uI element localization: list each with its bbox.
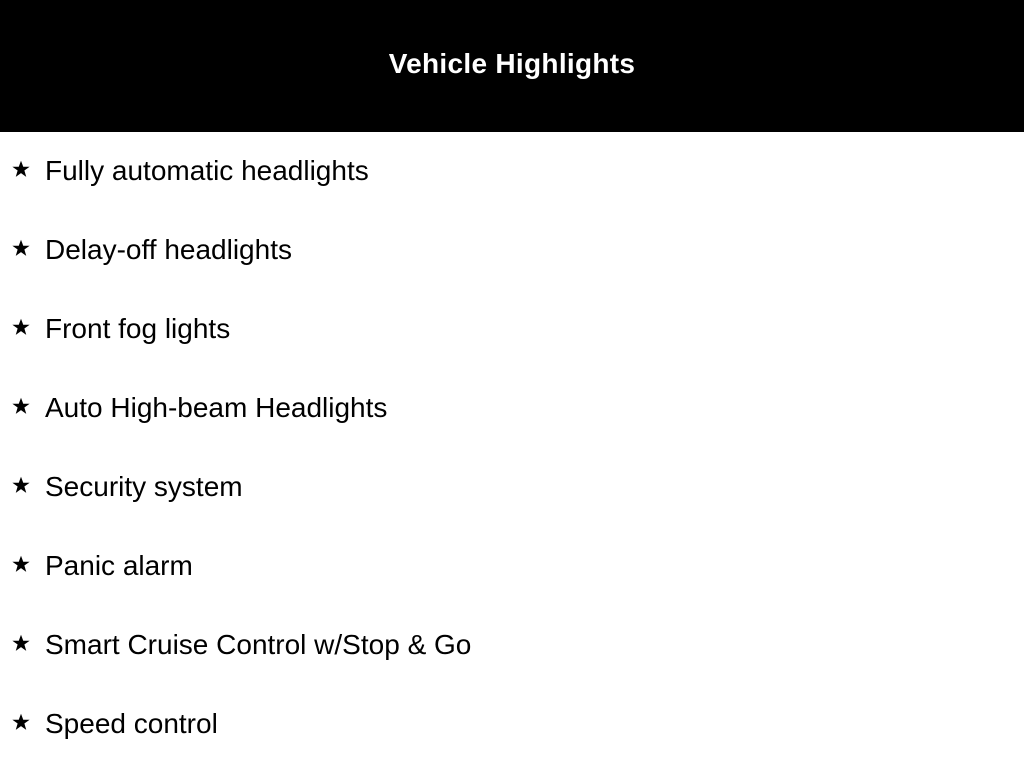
list-item-label: Security system xyxy=(45,471,243,502)
star-icon xyxy=(12,397,30,415)
list-item-label: Panic alarm xyxy=(45,550,193,581)
list-item xyxy=(0,527,1024,606)
highlights-list xyxy=(0,132,1024,764)
list-item-label: Front fog lights xyxy=(45,313,231,344)
star-icon xyxy=(12,555,30,573)
list-item xyxy=(0,448,1024,527)
list-item-label: Fully automatic headlights xyxy=(45,155,369,186)
page-title: Vehicle Highlights xyxy=(388,48,636,79)
list-item xyxy=(0,369,1024,448)
star-icon xyxy=(12,634,30,652)
star-icon xyxy=(12,318,30,336)
star-icon xyxy=(12,239,30,257)
list-item xyxy=(0,606,1024,685)
list-item-label: Smart Cruise Control w/Stop & Go xyxy=(45,629,472,660)
list-item xyxy=(0,685,1024,764)
page-header xyxy=(0,0,1024,132)
list-item xyxy=(0,132,1024,211)
list-item xyxy=(0,290,1024,369)
star-icon xyxy=(12,713,30,731)
list-item-label: Auto High-beam Headlights xyxy=(45,392,388,423)
list-item-label: Speed control xyxy=(45,708,218,739)
list-item-label: Delay-off headlights xyxy=(45,234,292,265)
star-icon xyxy=(12,476,30,494)
list-item xyxy=(0,211,1024,290)
star-icon xyxy=(12,160,30,178)
